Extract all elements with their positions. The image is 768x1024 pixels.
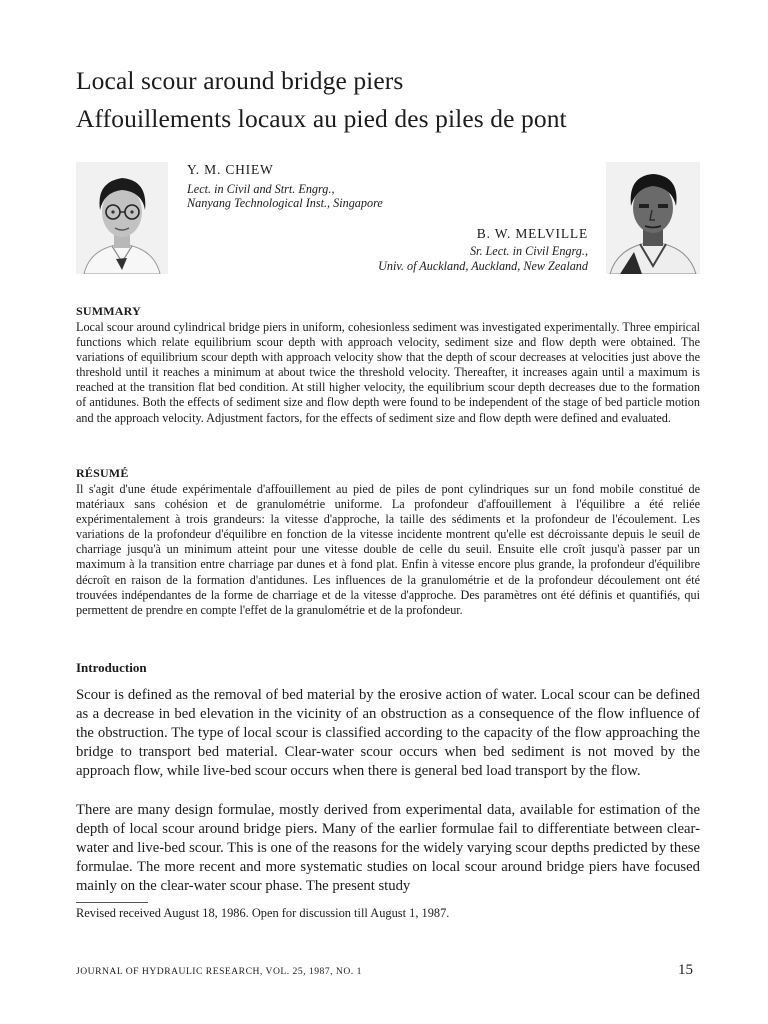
author-affiliation: Lect. in Civil and Strt. Engrg., <box>187 182 335 196</box>
resume-text: Il s'agit d'une étude expérimentale d'affouillement au pied de piles de pont cylindriques sur un fond mobile constitué de matériaux sans cohésion et de granulométrie uniforme. La profondeur d'affouillement à l'équilibre a été reliée expérimentalement à trois grandeurs: la vitesse d'approche, la taille des sédiments et la profondeur de l'écoulement. Les variations de la profondeur d'équilibre en fonction de la vitesse incidente montrent qu'elle est décroissante depuis le seuil de charriage jusqu'à un minimum atteint pour une vitesse double de celle du seuil. Ensuite elle croît jusqu'à passer par un maximum à la transition entre charriage par dunes et à fond plat. Enfin à vitesse encore plus grande, la profondeur d'équilibre décroît en raison de la formation d'antidunes. Les influences de la granulométrie et de la profondeur découlement ont été trouvées indépendantes de la forme de charriage et de la vitesse d'approche. Des paramètres ont été définis et quantifiés, qui permettent de prendre en compte l'effet de la granulométrie et de la profondeur. <box>76 482 700 617</box>
summary-heading: SUMMARY <box>76 304 141 318</box>
author-affiliation: Nanyang Technological Inst., Singapore <box>187 196 383 210</box>
author-name: B. W. MELVILLE <box>476 226 588 241</box>
title-english: Local scour around bridge piers <box>76 66 404 95</box>
footnote-divider <box>76 902 148 903</box>
journal-citation: JOURNAL OF HYDRAULIC RESEARCH, VOL. 25, 1987, NO. 1 <box>76 966 362 977</box>
introduction-heading: Introduction <box>76 660 147 675</box>
author-affiliation: Sr. Lect. in Civil Engrg., <box>469 244 588 258</box>
introduction-paragraph: Scour is defined as the removal of bed material by the erosive action of water. Local scour can be defined as a decrease in bed elevation in the vicinity of an obstruction as a consequence of the flow influence of the obstruction. The type of local scour is classified according to the capacity of the flow approaching the bridge to transport bed material. Clear-water scour occurs when bed sediment is not moved by the approach flow, while live-bed scour occurs when there is general bed load transport by the flow. <box>76 687 700 780</box>
title-french: Affouillements locaux au pied des piles de pont <box>76 104 567 133</box>
resume-heading: RÉSUMÉ <box>76 466 129 480</box>
author-affiliation: Univ. of Auckland, Auckland, New Zealand <box>378 259 588 273</box>
author-photo-chiew <box>76 162 168 274</box>
footnote: Revised received August 18, 1986. Open for discussion till August 1, 1987. <box>76 906 450 920</box>
author-photo-melville <box>606 162 700 274</box>
summary-text: Local scour around cylindrical bridge piers in uniform, cohesionless sediment was investigated experimentally. Three empirical functions which relate equilibrium scour depth with approach velocity, sediment size and flow depth were obtained. The variations of equilibrium scour depth with approach velocity show that the depth of scour decreases at velocities just above the threshold until it reaches a minimum at about twice the threshold velocity. Thereafter, it increases again until a maximum is reached at the transition flat bed condition. At still higher velocity, the equilibrium scour depth decreases due to the formation of antidunes. Both the effects of sediment size and flow depth were found to be independent of the stage of bed particle motion and the approach velocity. Adjustment factors, for the effects of sediment size and flow depth were defined and evaluated. <box>76 320 700 425</box>
author-name: Y. M. CHIEW <box>187 162 274 177</box>
page-number: 15 <box>678 962 693 978</box>
introduction-paragraph: There are many design formulae, mostly derived from experimental data, available for estimation of the depth of local scour around bridge piers. Many of the earlier formulae fail to differentiate between clear-water and live-bed scour. This is one of the reasons for the widely varying scour depths predicted by these formulae. The more recent and more systematic studies on local scour around bridge piers have focused mainly on the clear-water scour phase. The present study <box>76 802 700 895</box>
